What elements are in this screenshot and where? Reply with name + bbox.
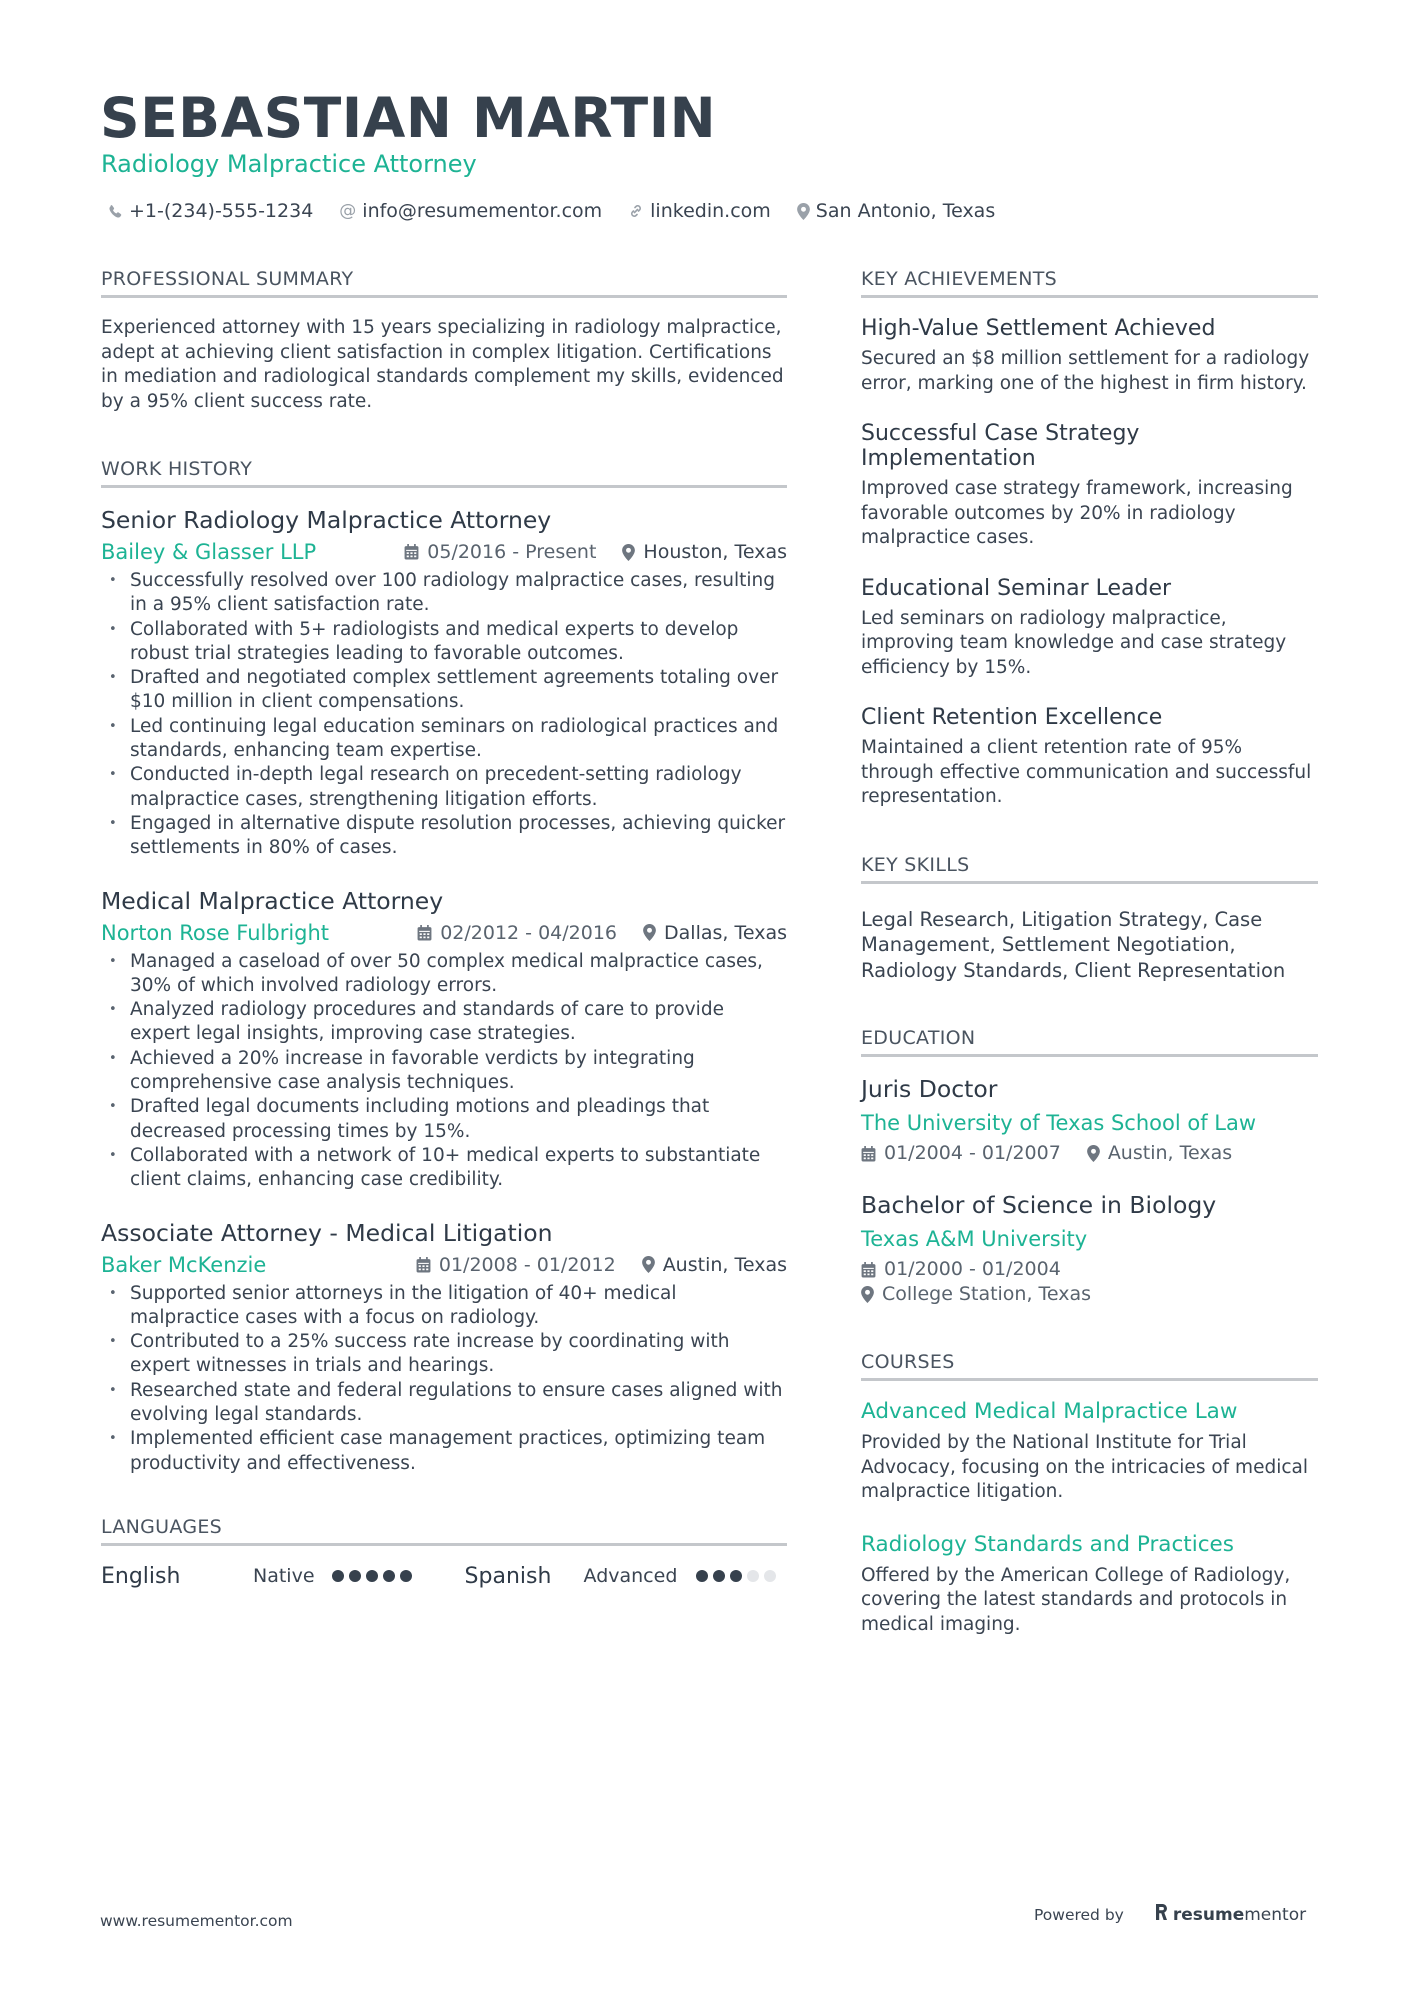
location-text: College Station, Texas [882, 1283, 1092, 1305]
achievement-desc: Improved case strategy framework, increasing favorable outcomes by 20% in radiology malpractice cases. [861, 478, 1293, 548]
section-title: EDUCATION [861, 1027, 1318, 1057]
language-level: Advanced [583, 1565, 678, 1588]
summary-text: Experienced attorney with 15 years specializing in radiology malpractice, adept at achieving client satisfaction in complex litigation. Certifications in mediation and radiological standards complement my skills, evidenced by a 95% client success rate. [101, 317, 784, 412]
achievement-item [861, 316, 1318, 396]
location-icon [642, 1256, 655, 1273]
course-title: Radiology Standards and Practices [861, 1531, 1234, 1557]
dates-text: 05/2016 - Present [427, 541, 597, 563]
location-icon [797, 203, 810, 220]
course-desc: Provided by the National Institute for Trial Advocacy, focusing on the intricacies of medical malpractice litigation. [861, 1432, 1308, 1502]
section-title: COURSES [861, 1351, 1318, 1381]
language-name: Spanish [464, 1563, 552, 1589]
section-title: KEY SKILLS [861, 854, 1318, 884]
phone-text: +1-(234)-555-1234 [129, 200, 314, 222]
job-entry [101, 887, 787, 1193]
bullet-item: • Achieved a 20% increase in favorable verdicts by integrating comprehensive case analysis techniques. [101, 1047, 787, 1096]
school-name: The University of Texas School of Law [861, 1111, 1257, 1135]
bullet-item: • Conducted in-depth legal research on precedent-setting radiology malpractice cases, strengthening litigation efforts. [101, 763, 787, 812]
calendar-icon [404, 544, 419, 560]
achievement-desc: Led seminars on radiology malpractice, improving team knowledge and case strategy efficiency by 15%. [861, 607, 1287, 678]
contact-email[interactable] [339, 200, 602, 222]
company-name: Norton Rose Fulbright [101, 920, 330, 945]
bullet-item: • Drafted legal documents including motions and pleadings that decreased processing times by 15%. [101, 1095, 787, 1144]
job-location [642, 1254, 787, 1276]
degree-title: Bachelor of Science in Biology [861, 1191, 1217, 1219]
section-title: WORK HISTORY [101, 458, 787, 488]
job-title: Medical Malpractice Attorney [101, 886, 444, 915]
work-history-section [101, 458, 787, 1476]
achievement-title: Client Retention Excellence [861, 705, 1163, 730]
location-text: Austin, Texas [662, 1253, 787, 1276]
location-text: Austin, Texas [1107, 1142, 1233, 1164]
dates-text: 02/2012 - 04/2016 [440, 921, 618, 944]
achievement-title: Educational Seminar Leader [861, 575, 1172, 601]
dates-text: 01/2000 - 01/2004 [884, 1258, 1061, 1280]
location-icon [622, 544, 635, 561]
bullet-item: • Engaged in alternative dispute resolution processes, achieving quicker settlements in 80% of cases. [101, 812, 787, 861]
rating-dot-empty [764, 1570, 776, 1582]
at-icon: @ [339, 201, 357, 221]
job-meta [101, 1253, 787, 1277]
candidate-role: Radiology Malpractice Attorney [101, 150, 477, 178]
education-item [861, 1191, 1318, 1307]
bullet-item: • Collaborated with a network of 10+ medical experts to substantiate client claims, enhancing case credibility. [101, 1144, 787, 1193]
skills-text: Legal Research, Litigation Strategy, Case Management, Settlement Negotiation, Radiology Standards, Client Representation [861, 907, 1286, 982]
degree-title: Juris Doctor [861, 1075, 998, 1103]
rating-dot-filled [730, 1570, 742, 1582]
email-text: info@resumementor.com [362, 200, 603, 222]
bullet-item: • Managed a caseload of over 50 complex medical malpractice cases, 30% of which involved radiology errors. [101, 950, 787, 999]
rating-dot-filled [696, 1570, 708, 1582]
location-text: Houston, Texas [643, 541, 787, 563]
job-title: Senior Radiology Malpractice Attorney [101, 506, 552, 534]
course-item [861, 1532, 1318, 1638]
course-desc: Offered by the American College of Radiology, covering the latest standards and protocols in medical imaging. [861, 1564, 1291, 1635]
job-dates [417, 922, 617, 944]
job-location [643, 922, 787, 944]
bullet-item: • Supported senior attorneys in the litigation of 40+ medical malpractice cases with a focus on radiology. [101, 1282, 787, 1331]
bullet-item: • Led continuing legal education seminars on radiological practices and standards, enhancing team expertise. [101, 715, 787, 764]
achievement-desc: Secured an $8 million settlement for a radiology error, marking one of the highest in firm history. [861, 348, 1310, 394]
calendar-icon [861, 1146, 876, 1162]
achievement-title: High-Value Settlement Achieved [861, 316, 1216, 341]
education-meta [861, 1141, 1318, 1166]
brand-light: mentor [1244, 1905, 1307, 1925]
courses-section [861, 1351, 1318, 1637]
link-icon [628, 203, 644, 219]
footer-brand [1034, 1903, 1306, 1927]
rating-dot-filled [332, 1570, 344, 1582]
bullet-item: • Researched state and federal regulations to ensure cases aligned with evolving legal standards. [101, 1379, 787, 1428]
contact-bar [108, 200, 1021, 222]
linkedin-text: linkedin.com [650, 200, 771, 222]
phone-icon [108, 204, 123, 219]
achievement-item [861, 576, 1318, 681]
language-rating [696, 1570, 781, 1582]
footer-website[interactable]: www.resumementor.com [100, 1912, 293, 1930]
job-bullets [101, 1282, 787, 1476]
job-dates [404, 541, 596, 563]
company-name: Baker McKenzie [101, 1252, 267, 1277]
bullet-item: • Collaborated with 5+ radiologists and medical experts to develop robust trial strategies leading to favorable outcomes. [101, 618, 787, 667]
rating-dot-filled [400, 1570, 412, 1582]
bullet-item: • Analyzed radiology procedures and standards of care to provide expert legal insights, improving case strategies. [101, 998, 787, 1047]
language-list [101, 1564, 787, 1589]
location-icon [861, 1286, 874, 1303]
rating-dot-filled [366, 1570, 378, 1582]
contact-phone[interactable] [108, 200, 313, 222]
logo-icon [1154, 1903, 1169, 1927]
brand-bold: resume [1172, 1905, 1245, 1925]
rating-dot-filled [713, 1570, 725, 1582]
calendar-icon [417, 925, 432, 941]
location-text: San Antonio, Texas [815, 200, 996, 222]
calendar-icon [416, 1257, 431, 1273]
language-name: English [101, 1563, 181, 1589]
bullet-item: • Successfully resolved over 100 radiology malpractice cases, resulting in a 95% client satisfaction rate. [101, 569, 787, 618]
language-level: Native [253, 1565, 315, 1588]
resumementor-logo[interactable] [1154, 1903, 1306, 1927]
job-location [622, 541, 787, 563]
location-icon [643, 924, 656, 941]
job-bullets [101, 950, 787, 1193]
section-title: KEY ACHIEVEMENTS [861, 268, 1318, 298]
education-dates [861, 1257, 1318, 1282]
rating-dot-filled [349, 1570, 361, 1582]
job-bullets [101, 569, 787, 861]
achievement-item [861, 705, 1318, 810]
dates-text: 01/2008 - 01/2012 [438, 1253, 616, 1276]
rating-dot-filled [383, 1570, 395, 1582]
candidate-name: SEBASTIAN MARTIN [100, 86, 717, 150]
bullet-item: • Implemented efficient case management practices, optimizing team productivity and effectiveness. [101, 1427, 787, 1476]
rating-dot-empty [747, 1570, 759, 1582]
contact-location [797, 200, 995, 222]
achievement-item [861, 421, 1318, 551]
skills-section [861, 854, 1318, 984]
left-column [101, 268, 787, 1589]
bullet-item: • Drafted and negotiated complex settlement agreements totaling over $10 million in client compensations. [101, 666, 787, 715]
job-meta [101, 540, 787, 564]
section-title: PROFESSIONAL SUMMARY [101, 268, 787, 298]
calendar-icon [861, 1262, 876, 1278]
job-meta [101, 921, 787, 945]
school-name: Texas A&M University [861, 1227, 1088, 1251]
achievement-title: Successful Case Strategy Implementation [861, 421, 1140, 471]
education-location [861, 1282, 1318, 1307]
location-icon [1087, 1145, 1100, 1162]
languages-section [101, 1516, 787, 1589]
course-item [861, 1399, 1318, 1505]
achievements-section [861, 268, 1318, 810]
achievement-desc: Maintained a client retention rate of 95% through effective communication and successful representation. [861, 737, 1312, 807]
dates-text: 01/2004 - 01/2007 [884, 1142, 1061, 1164]
contact-linkedin[interactable] [628, 200, 771, 222]
location-text: Dallas, Texas [664, 921, 787, 944]
job-dates [416, 1254, 616, 1276]
job-entry [101, 1219, 787, 1476]
summary-section [101, 268, 787, 414]
powered-by-text: Powered by [1034, 1906, 1124, 1924]
job-title: Associate Attorney - Medical Litigation [101, 1218, 553, 1247]
education-section [861, 1027, 1318, 1307]
education-item [861, 1075, 1318, 1166]
job-entry [101, 506, 787, 861]
right-column [861, 268, 1318, 1637]
section-title: LANGUAGES [101, 1516, 787, 1546]
course-title: Advanced Medical Malpractice Law [861, 1399, 1238, 1424]
company-name: Bailey & Glasser LLP [101, 540, 317, 564]
bullet-item: • Contributed to a 25% success rate increase by coordinating with expert witnesses in trials and hearings. [101, 1330, 787, 1379]
language-rating [332, 1570, 417, 1582]
